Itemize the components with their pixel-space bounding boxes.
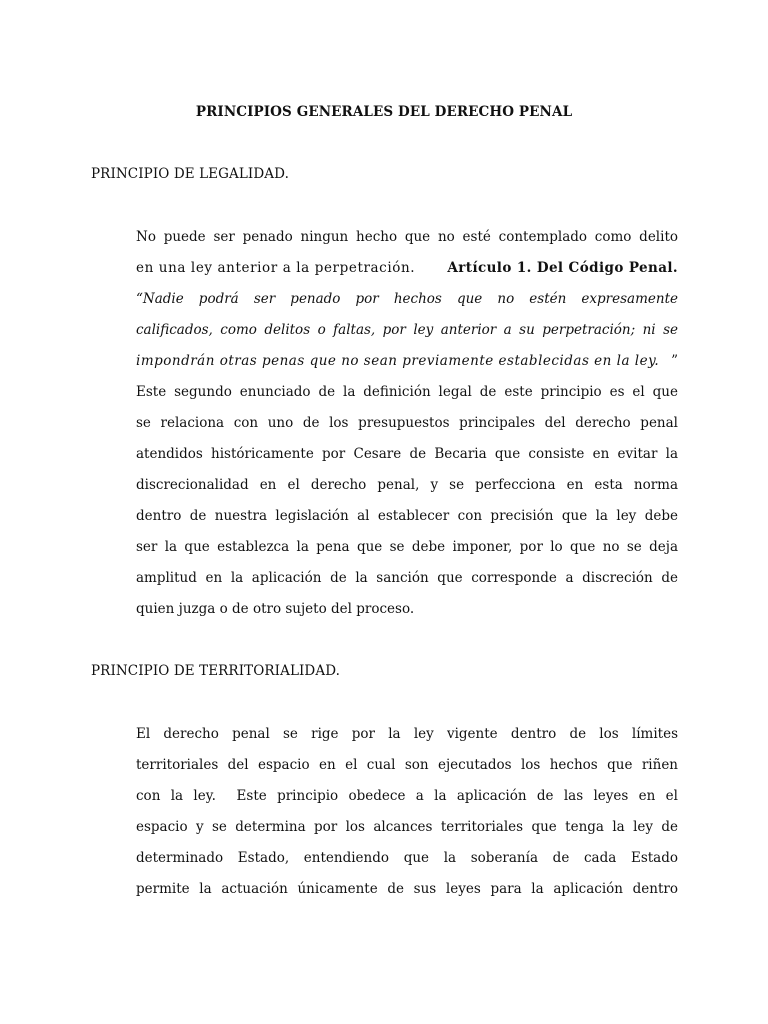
paragraph-line: quien juzga o de otro sujeto del proceso. (136, 601, 415, 617)
paragraph-line: No puede ser penado ningun hecho que no esté contemplado como delito (136, 229, 678, 245)
paragraph-line: amplitud en la aplicación de la sanción que corresponde a discreción de (136, 570, 678, 586)
paragraph-line: dentro de nuestra legislación al establecer con precisión que la ley debe (136, 508, 678, 524)
paragraph-text: en una ley anterior a la perpetración. (136, 260, 416, 276)
paragraph-line (136, 259, 678, 277)
paragraph-line: atendidos históricamente por Cesare de Becaria que consiste en evitar la (136, 446, 678, 462)
section-heading-territorialidad: PRINCIPIO DE TERRITORIALIDAD. (91, 663, 341, 679)
paragraph-line: permite la actuación únicamente de sus leyes para la aplicación dentro (136, 881, 678, 897)
paragraph-line: Este segundo enunciado de la definición legal de este principio es el que (136, 384, 678, 400)
document-title: PRINCIPIOS GENERALES DEL DERECHO PENAL (195, 104, 573, 120)
quote-line: calificados, como delitos o faltas, por ley anterior a su perpetración; ni se (136, 322, 678, 338)
paragraph-line: discrecionalidad en el derecho penal, y se perfecciona en esta norma (136, 477, 678, 493)
paragraph-line (136, 352, 678, 370)
paragraph-line: se relaciona con uno de los presupuestos principales del derecho penal (136, 415, 678, 431)
paragraph-line: con la ley. Este principio obedece a la aplicación de las leyes en el (136, 788, 678, 804)
section-heading-legalidad: PRINCIPIO DE LEGALIDAD. (91, 166, 289, 182)
article-reference: Artículo 1. Del Código Penal. (447, 260, 678, 276)
closing-quote: ” (671, 353, 678, 369)
quote-text: impondrán otras penas que no sean previamente establecidas en la ley. (136, 353, 660, 369)
paragraph-line: El derecho penal se rige por la ley vigente dentro de los límites (136, 726, 678, 742)
paragraph-line: espacio y se determina por los alcances territoriales que tenga la ley de (136, 819, 678, 835)
quote-line: “Nadie podrá ser penado por hechos que no estén expresamente (136, 291, 678, 307)
paragraph-line: ser la que establezca la pena que se debe imponer, por lo que no se deja (136, 539, 678, 555)
paragraph-line: determinado Estado, entendiendo que la soberanía de cada Estado (136, 850, 678, 866)
paragraph-line: territoriales del espacio en el cual son ejecutados los hechos que riñen (136, 757, 678, 773)
